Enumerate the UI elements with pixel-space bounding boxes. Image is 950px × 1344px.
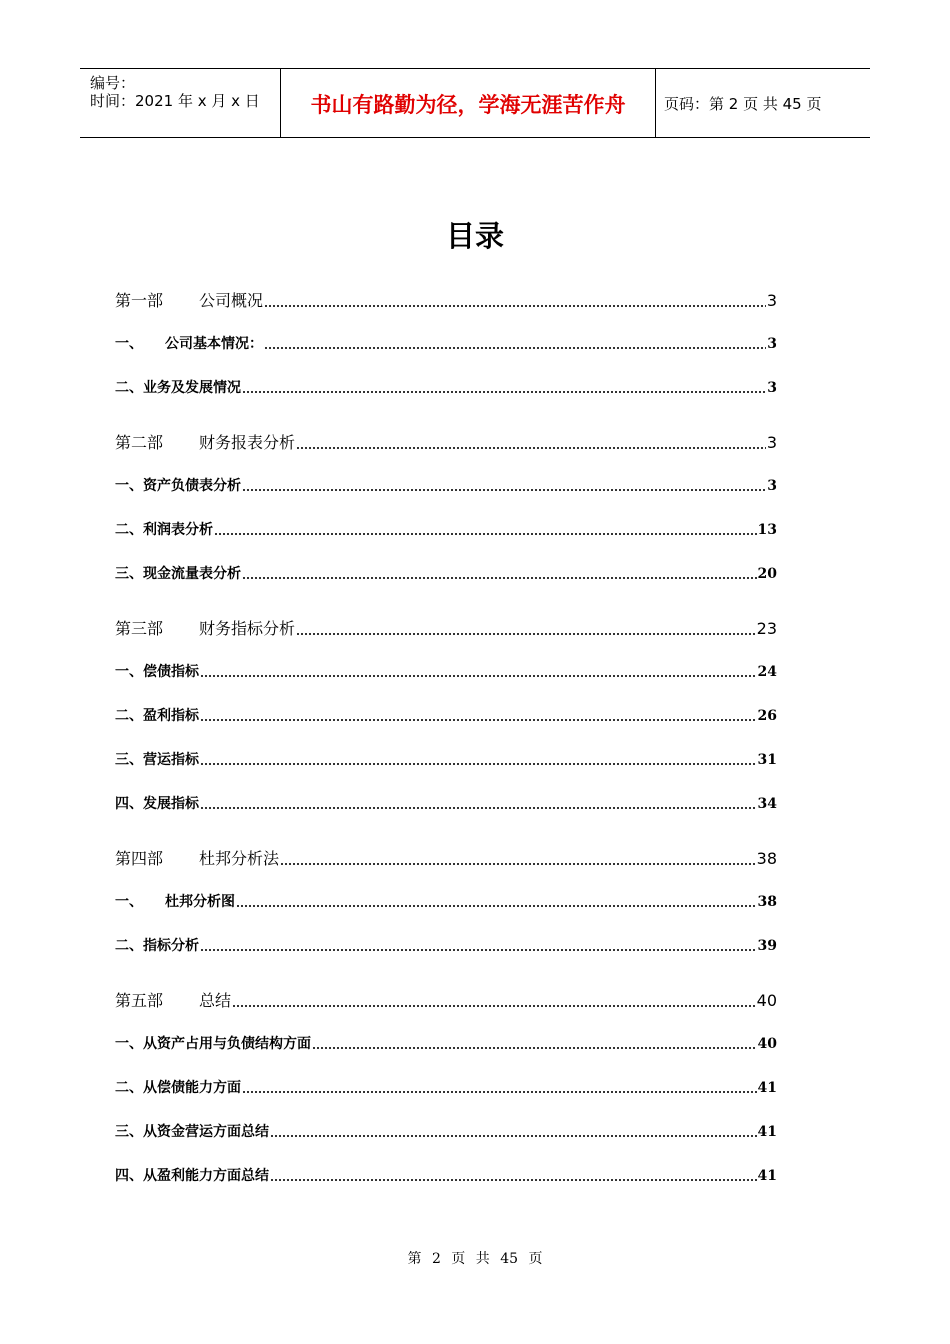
- toc-entry-title: 四、发展指标: [115, 796, 199, 812]
- toc-page-number: 3: [766, 433, 777, 452]
- toc-entry-title: 三、现金流量表分析: [115, 566, 241, 582]
- toc-page-number: 24: [757, 664, 777, 680]
- toc-section-entry[interactable]: [115, 749, 777, 771]
- toc-part-entry[interactable]: [115, 988, 777, 1010]
- toc-section-entry[interactable]: [115, 1033, 777, 1055]
- toc-page-number: 40: [757, 1036, 777, 1052]
- toc-page-number: 41: [757, 1124, 777, 1140]
- toc-entry-prefix: 第四部: [115, 849, 164, 868]
- header-meta-cell: [80, 69, 280, 137]
- toc-page-number: 3: [766, 291, 777, 310]
- toc-entry-title: 公司基本情况：: [165, 336, 263, 352]
- toc-dot-leader: [200, 796, 757, 810]
- header-motto-cell: [280, 69, 656, 137]
- toc-page-number: 31: [757, 752, 777, 768]
- toc-dot-leader: [264, 336, 766, 350]
- toc-entry-title: 二、盈利指标: [115, 708, 199, 724]
- toc-section-entry[interactable]: [115, 661, 777, 683]
- toc-page-number: 23: [756, 619, 777, 638]
- toc-dot-leader: [312, 1036, 757, 1050]
- toc-page-number: 13: [757, 522, 777, 538]
- toc-part-entry[interactable]: [115, 616, 777, 638]
- toc-dot-leader: [242, 380, 766, 394]
- toc-entry-title: 一、偿债指标: [115, 664, 199, 680]
- toc-section-entry[interactable]: [115, 891, 777, 913]
- toc-entry-title: 一、从资产占用与负债结构方面: [115, 1036, 311, 1052]
- toc-section-entry[interactable]: [115, 1165, 777, 1187]
- header-page-cell: [655, 69, 870, 137]
- toc-part-entry[interactable]: [115, 430, 777, 452]
- document-date: 时间：2021 年 x 月 x 日: [90, 92, 260, 110]
- toc-entry-title: 三、从资金营运方面总结: [115, 1124, 269, 1140]
- toc-page-number: 40: [756, 991, 777, 1010]
- toc-section-entry[interactable]: [115, 519, 777, 541]
- toc-entry-title: 三、营运指标: [115, 752, 199, 768]
- toc-dot-leader: [242, 566, 757, 580]
- toc-page-number: 34: [757, 796, 777, 812]
- toc-part-entry[interactable]: [115, 288, 777, 310]
- toc-entry-title: 二、利润表分析: [115, 522, 213, 538]
- toc-entry-prefix: 第二部: [115, 433, 164, 452]
- header-page-info: 页码：第 2 页 共 45 页: [664, 95, 822, 113]
- toc-dot-leader: [296, 434, 766, 450]
- toc-entry-prefix: 第三部: [115, 619, 164, 638]
- toc-dot-leader: [296, 620, 756, 636]
- toc-section-entry[interactable]: [115, 475, 777, 497]
- toc-section-entry[interactable]: [115, 793, 777, 815]
- page-footer: 第 2 页 共 45 页: [407, 1251, 543, 1267]
- toc-dot-leader: [270, 1168, 757, 1182]
- toc-section-entry[interactable]: [115, 377, 777, 399]
- header-motto: 书山有路勤为径，学海无涯苦作舟: [310, 93, 626, 117]
- toc-entry-title: 四、从盈利能力方面总结: [115, 1168, 269, 1184]
- toc-dot-leader: [270, 1124, 757, 1138]
- toc-dot-leader: [200, 938, 757, 952]
- toc-entry-title: 杜邦分析图: [165, 894, 235, 910]
- toc-entry-title: 财务指标分析: [199, 619, 296, 638]
- document-number-label: 编号：: [90, 74, 136, 92]
- toc-section-entry[interactable]: [115, 333, 777, 355]
- toc-page-number: 3: [767, 380, 777, 396]
- toc-page-number: 38: [757, 894, 777, 910]
- toc-entry-prefix: 一、: [115, 894, 143, 910]
- toc-entry-title: 公司概况: [199, 291, 264, 310]
- toc-page-number: 41: [757, 1168, 777, 1184]
- toc-entry-prefix: 一、: [115, 336, 143, 352]
- toc-page-number: 20: [757, 566, 777, 582]
- toc-entry-title: 总结: [199, 991, 232, 1010]
- toc-section-entry[interactable]: [115, 935, 777, 957]
- toc-entry-title: 一、资产负债表分析: [115, 478, 241, 494]
- page-header: [80, 68, 870, 138]
- toc-dot-leader: [242, 1080, 757, 1094]
- toc-entry-title: 二、业务及发展情况: [115, 380, 241, 396]
- toc-section-entry[interactable]: [115, 705, 777, 727]
- toc-entry-title: 财务报表分析: [199, 433, 296, 452]
- toc-dot-leader: [242, 478, 766, 492]
- toc-part-entry[interactable]: [115, 846, 777, 868]
- toc-dot-leader: [200, 752, 757, 766]
- toc-dot-leader: [280, 850, 756, 866]
- toc-title: 目录: [445, 219, 504, 253]
- toc-page-number: 26: [757, 708, 777, 724]
- toc-page-number: 3: [767, 478, 777, 494]
- toc-dot-leader: [214, 522, 757, 536]
- toc-page-number: 38: [756, 849, 777, 868]
- toc-page-number: 39: [757, 938, 777, 954]
- toc-dot-leader: [200, 708, 757, 722]
- toc-section-entry[interactable]: [115, 1121, 777, 1143]
- toc-page-number: 41: [757, 1080, 777, 1096]
- toc-entry-prefix: 第五部: [115, 991, 164, 1010]
- toc-section-entry[interactable]: [115, 1077, 777, 1099]
- toc-page-number: 3: [767, 336, 777, 352]
- toc-dot-leader: [264, 292, 766, 308]
- toc-entry-title: 二、指标分析: [115, 938, 199, 954]
- toc-entry-prefix: 第一部: [115, 291, 164, 310]
- toc-dot-leader: [200, 664, 757, 678]
- toc-section-entry[interactable]: [115, 563, 777, 585]
- toc-dot-leader: [236, 894, 757, 908]
- toc-entry-title: 二、从偿债能力方面: [115, 1080, 241, 1096]
- toc-entry-title: 杜邦分析法: [199, 849, 280, 868]
- toc-dot-leader: [232, 992, 756, 1008]
